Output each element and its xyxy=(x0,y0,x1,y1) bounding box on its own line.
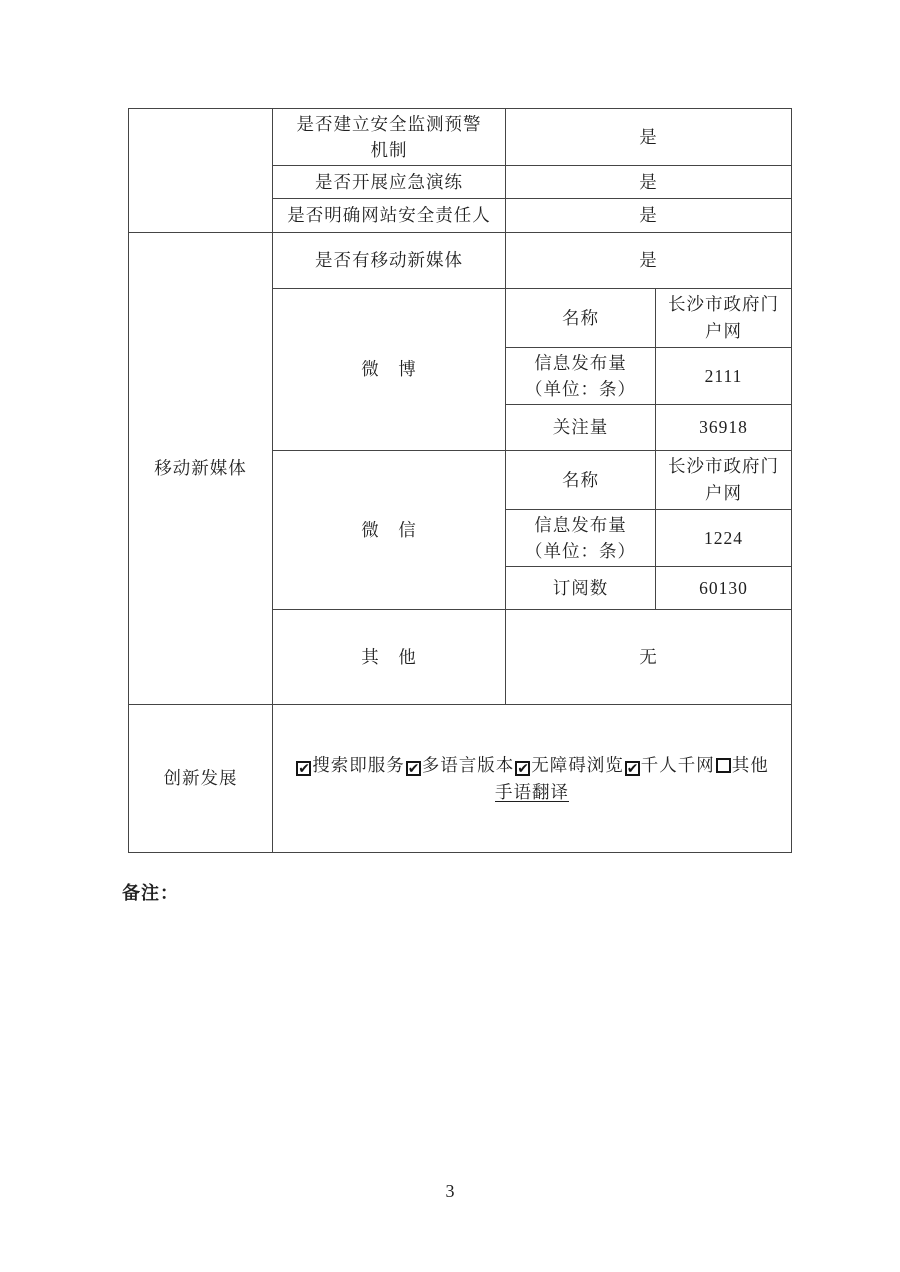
cell-has-mobile-media-value: 是 xyxy=(506,233,792,289)
innovation-option-label: 其他 xyxy=(731,754,769,775)
innovation-other-detail: 手语翻译 xyxy=(495,781,569,802)
cell-wechat-name-label: 名称 xyxy=(506,451,656,510)
cell-wechat-subscribers-value: 60130 xyxy=(656,567,792,610)
cell-other-media-label: 其 他 xyxy=(273,610,506,705)
table-row xyxy=(129,705,792,853)
cell-weibo-volume-label xyxy=(506,348,656,405)
innovation-option-label: 多语言版本 xyxy=(421,754,515,775)
cell-wechat-volume-label xyxy=(506,510,656,567)
volume-label-line2: （单位：条） xyxy=(525,379,636,399)
cell-weibo-name-label: 名称 xyxy=(506,289,656,348)
innovation-options-line xyxy=(281,752,783,779)
checkbox-unchecked-icon xyxy=(716,758,731,773)
cell-wechat-name-value: 长沙市政府门户网 xyxy=(656,451,792,510)
checkbox-checked-icon: ✔ xyxy=(626,760,640,777)
page-number: 3 xyxy=(445,1181,455,1201)
innovation-option-label: 千人千网 xyxy=(640,754,715,775)
cell-weibo-label: 微 博 xyxy=(273,289,506,451)
cell-weibo-name-value: 长沙市政府门户网 xyxy=(656,289,792,348)
checkbox-checked-icon: ✔ xyxy=(517,760,530,777)
cell-security-question xyxy=(273,109,506,166)
cell-wechat-volume-value: 1224 xyxy=(656,510,792,567)
checkbox-checked-icon: ✔ xyxy=(298,760,311,777)
innovation-option-label: 搜索即服务 xyxy=(312,754,405,775)
report-table xyxy=(128,108,792,853)
cell-weibo-followers-value: 36918 xyxy=(656,405,792,451)
cell-other-media-value: 无 xyxy=(506,610,792,705)
table-row xyxy=(129,109,792,166)
cell-has-mobile-media-label: 是否有移动新媒体 xyxy=(273,233,506,289)
cell-security-answer: 是 xyxy=(506,166,792,199)
cell-wechat-label: 微 信 xyxy=(273,451,506,610)
cell-security-question: 是否明确网站安全责任人 xyxy=(273,199,506,233)
table-row xyxy=(129,233,792,289)
volume-label-line2: （单位：条） xyxy=(525,541,636,561)
innovation-option-label: 无障碍浏览 xyxy=(531,754,624,775)
cell-security-answer: 是 xyxy=(506,109,792,166)
remark-label: 备注： xyxy=(122,883,179,903)
volume-label-line1: 信息发布量 xyxy=(534,515,627,535)
cell-innovation-content xyxy=(273,705,792,853)
cell-category-empty xyxy=(129,109,273,233)
volume-label-line1: 信息发布量 xyxy=(534,353,627,373)
cell-category-innovation: 创新发展 xyxy=(129,705,273,853)
cell-category-mobile-media: 移动新媒体 xyxy=(129,233,273,705)
cell-security-answer: 是 xyxy=(506,199,792,233)
cell-wechat-subscribers-label: 订阅数 xyxy=(506,567,656,610)
security-question-line1: 是否建立安全监测预警 xyxy=(296,114,482,134)
cell-security-question: 是否开展应急演练 xyxy=(273,166,506,199)
cell-weibo-volume-value: 2111 xyxy=(656,348,792,405)
security-question-line2: 机制 xyxy=(370,140,408,160)
cell-weibo-followers-label: 关注量 xyxy=(506,405,656,451)
checkbox-checked-icon: ✔ xyxy=(407,760,421,777)
